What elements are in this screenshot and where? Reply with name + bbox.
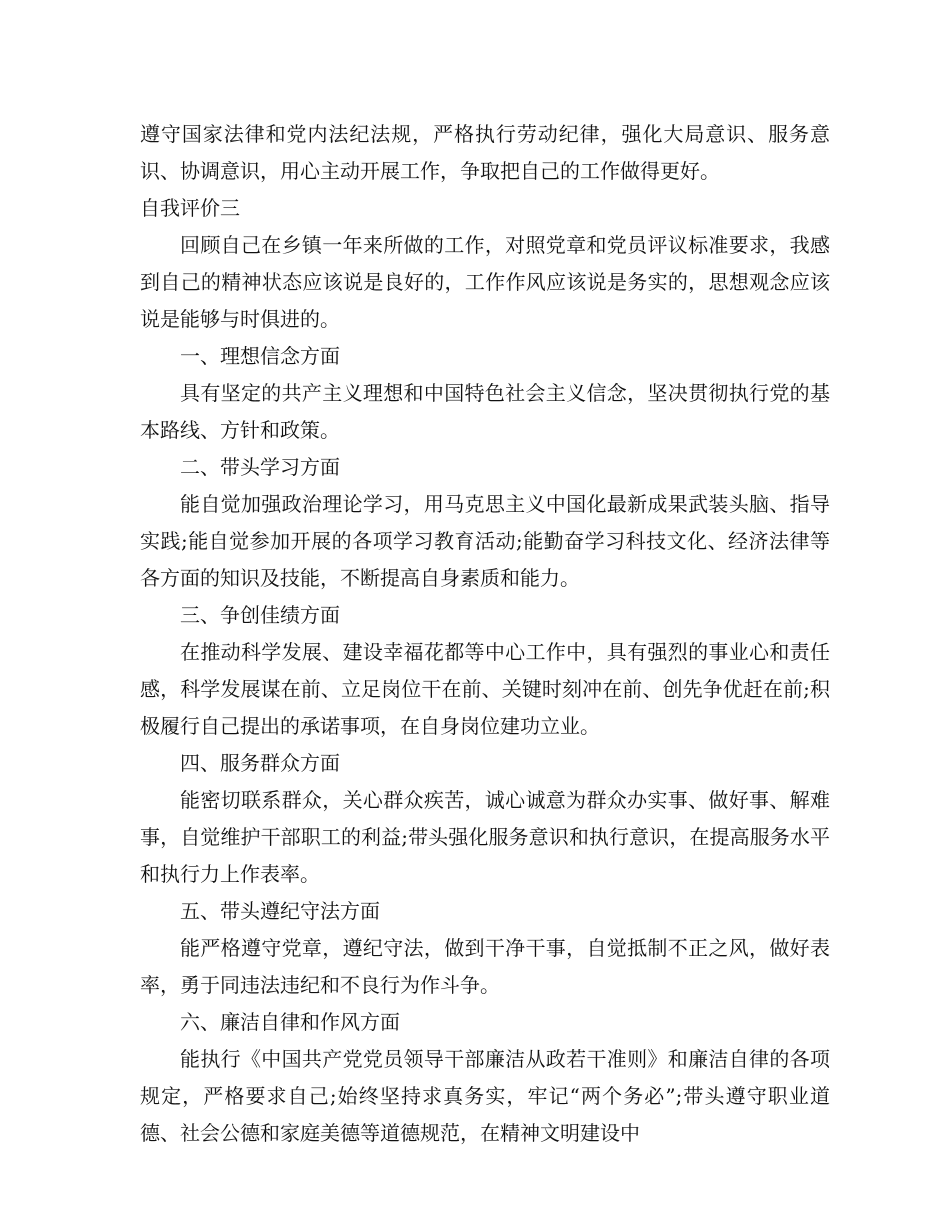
subheading-service: 四、服务群众方面 bbox=[180, 751, 340, 775]
subheading-study: 二、带头学习方面 bbox=[180, 455, 340, 479]
paragraph-achievement: 在推动科学发展、建设幸福花都等中心工作中，具有强烈的事业心和责任感，科学发展谋在前、立足岗位干在前、关键时刻冲在前、创先争优赶在前;积极履行自己提出的承诺事项，在自身岗位建功立业。 bbox=[140, 640, 830, 738]
section-heading: 自我评价三 bbox=[140, 196, 240, 220]
subheading-ideals: 一、理想信念方面 bbox=[180, 344, 340, 368]
subheading-achievement: 三、争创佳绩方面 bbox=[180, 603, 340, 627]
paragraph-study: 能自觉加强政治理论学习，用马克思主义中国化最新成果武装头脑、指导实践;能自觉参加开展的各项学习教育活动;能勤奋学习科技文化、经济法律等各方面的知识及技能，不断提高自身素质和能力。 bbox=[140, 492, 830, 590]
subheading-integrity: 六、廉洁自律和作风方面 bbox=[180, 1010, 400, 1034]
paragraph-ideals: 具有坚定的共产主义理想和中国特色社会主义信念，坚决贯彻执行党的基本路线、方针和政策。 bbox=[140, 381, 830, 442]
document-body bbox=[140, 116, 830, 1152]
paragraph-continuation: 遵守国家法律和党内法纪法规，严格执行劳动纪律，强化大局意识、服务意识、协调意识，用心主动开展工作，争取把自己的工作做得更好。 bbox=[140, 122, 830, 183]
subheading-law: 五、带头遵纪守法方面 bbox=[180, 899, 380, 923]
paragraph-service: 能密切联系群众，关心群众疾苦，诚心诚意为群众办实事、做好事、解难事，自觉维护干部职工的利益;带头强化服务意识和执行意识，在提高服务水平和执行力上作表率。 bbox=[140, 788, 830, 886]
paragraph-law: 能严格遵守党章，遵纪守法，做到干净干事，自觉抵制不正之风，做好表率，勇于同违法违纪和不良行为作斗争。 bbox=[140, 936, 830, 997]
paragraph-intro: 回顾自己在乡镇一年来所做的工作，对照党章和党员评议标准要求，我感到自己的精神状态应该说是良好的，工作作风应该说是务实的，思想观念应该说是能够与时俱进的。 bbox=[140, 233, 830, 331]
paragraph-integrity: 能执行《中国共产党党员领导干部廉洁从政若干准则》和廉洁自律的各项规定，严格要求自己;始终坚持求真务实，牢记“两个务必”;带头遵守职业道德、社会公德和家庭美德等道德规范，在精神文明建设中 bbox=[140, 1047, 830, 1145]
